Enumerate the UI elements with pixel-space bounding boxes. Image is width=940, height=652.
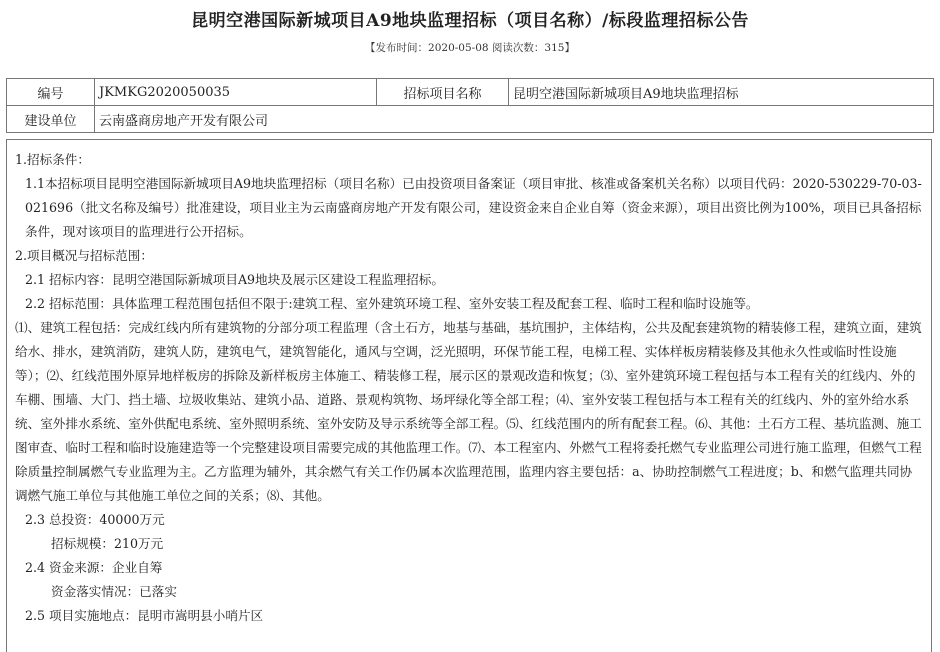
publish-meta: 【发布时间：2020-05-08 阅读次数：315】	[365, 42, 575, 54]
project-name-label: 招标项目名称	[377, 79, 509, 106]
table-row	[7, 106, 934, 133]
number-label: 编号	[7, 79, 95, 106]
section-2-2: 2.2 招标范围：具体监理工程范围包括但不限于:建筑工程、室外建筑环境工程、室外安装工程及配套工程、临时工程和临时设施等。	[25, 296, 759, 311]
section-2-2-detail: ⑴、建筑工程包括：完成红线内所有建筑物的分部分项工程监理（含土石方，地基与基础，基坑围护，主体结构，公共及配套建筑物的精装修工程，建筑立面，建筑给水、排水，建筑消防，建筑人防，建筑电气，建筑智能化，通风与空调，泛光照明，环保节能工程，电梯工程、实体样板房精装修及其他永久性或临时性设施等）；⑵、红线范围外原异地样板房的拆除及新样板房主体施工、精装修工程，展示区的景观改造和恢复；⑶、室外建筑环境工程包括与本工程有关的红线内、外的车棚、围墙、大门、挡土墙、垃圾收集站、建筑小品、道路、景观构筑物、场坪绿化等全部工程；⑷、室外安装工程包括与本工程有关的红线内、外的室外给水系统、室外排水系统、室外供配电系统、室外照明系统、室外安防及导示系统等全部工程。⑸、红线范围内的所有配套工程。⑹、其他：土石方工程、基坑监测、施工图审查、临时工程和临时设施建造等一个完整建设项目需要完成的其他监理工作。⑺、本工程室内、外燃气工程将委托燃气专业监理公司进行施工监理，但燃气工程除质量控制属燃气专业监理为主。乙方监理为辅外，其余燃气有关工作仍属本次监理范围，监理内容主要包括：a、协助控制燃气工程进度；b、和燃气监理共同协调燃气施工单位与其他施工单位之间的关系；⑻、其他。	[15, 320, 922, 503]
section-2-3-scale: 招标规模：210万元	[51, 536, 164, 551]
section-2-3: 2.3 总投资：40000万元	[25, 512, 165, 527]
section-1-heading: 1.招标条件：	[15, 152, 90, 167]
announcement-content	[6, 139, 932, 652]
project-name-value: 昆明空港国际新城项目A9地块监理招标	[509, 79, 934, 106]
section-2-1: 2.1 招标内容：昆明空港国际新城项目A9地块及展示区建设工程监理招标。	[25, 272, 444, 287]
builder-label: 建设单位	[7, 106, 95, 133]
section-2-heading: 2.项目概况与招标范围：	[15, 248, 153, 263]
number-value: JKMKG2020050035	[95, 79, 377, 106]
table-row	[7, 79, 934, 106]
page-title: 昆明空港国际新城项目A9地块监理招标（项目名称）/标段监理招标公告	[191, 11, 749, 31]
builder-value: 云南盛商房地产开发有限公司	[95, 106, 934, 133]
info-table	[6, 78, 934, 133]
section-1-1: 1.1本招标项目昆明空港国际新城项目A9地块监理招标（项目名称）已由投资项目备案证（项目审批、核准或备案机关名称）以项目代码：2020-530229-70-03-021696（批文名称及编号）批准建设，项目业主为云南盛商房地产开发有限公司，建设资金来自企业自筹（资金来源），项目出资比例为100%，项目已具备招标条件，现对该项目的监理进行公开招标。	[25, 176, 922, 239]
section-2-5: 2.5 项目实施地点：昆明市嵩明县小哨片区	[25, 608, 264, 623]
section-2-4: 2.4 资金来源：企业自筹	[25, 560, 163, 575]
section-2-4-status: 资金落实情况：已落实	[51, 584, 177, 599]
